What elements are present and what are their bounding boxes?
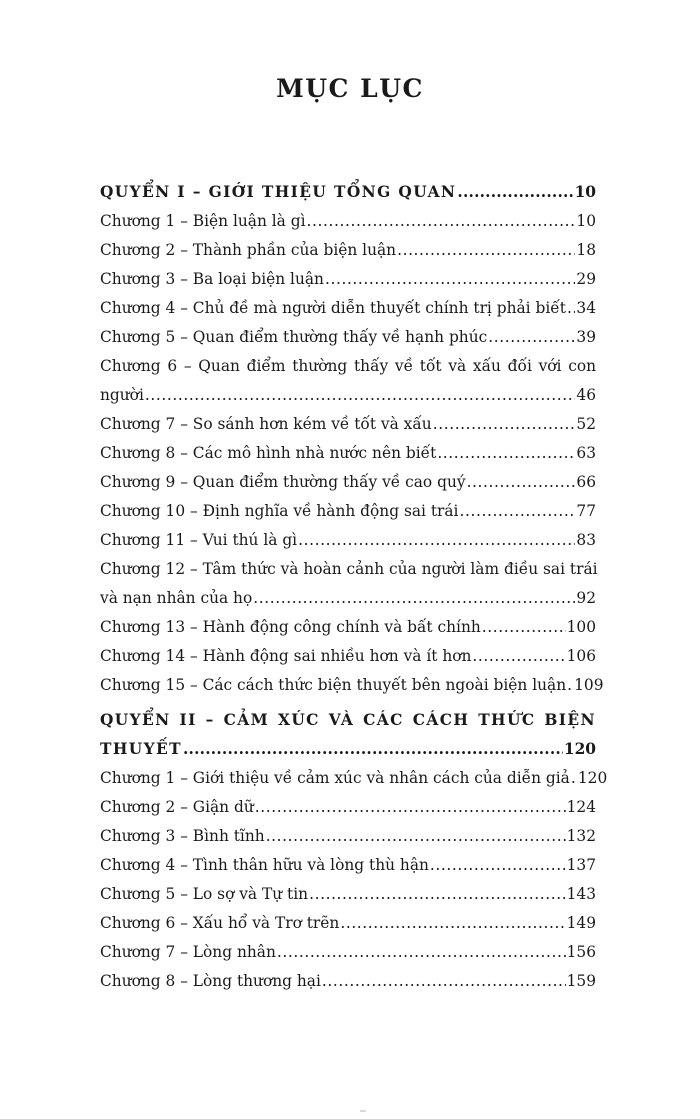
toc-entry-text: Chương 1 – Giới thiệu về cảm xúc và nhân cách của diễn giả bbox=[100, 769, 570, 787]
page-title: MỤC LỤC bbox=[276, 74, 424, 103]
toc-entry bbox=[100, 294, 596, 323]
toc-entry-line1 bbox=[100, 555, 596, 584]
leader-dots bbox=[459, 497, 575, 526]
toc-entry bbox=[100, 671, 604, 700]
leader-dots bbox=[472, 642, 565, 671]
toc-entry bbox=[100, 909, 596, 938]
toc-entry-text: Chương 5 – Quan điểm thường thấy về hạnh phúc bbox=[100, 328, 488, 346]
leader-dots bbox=[322, 967, 566, 996]
toc-entry-text: Chương 6 – Quan điểm thường thấy về tốt và xấu đối với con bbox=[100, 357, 596, 375]
toc-entry-text: và nạn nhân của họ bbox=[100, 589, 253, 607]
leader-dots bbox=[437, 439, 575, 468]
leader-dots bbox=[309, 880, 566, 909]
leader-dots bbox=[433, 410, 576, 439]
toc-entry bbox=[100, 497, 596, 526]
leader-dots bbox=[298, 526, 575, 555]
toc-page-number: 132 bbox=[566, 827, 596, 845]
leader-dots bbox=[325, 265, 575, 294]
toc-entry-text: Chương 11 – Vui thú là gì bbox=[100, 531, 298, 549]
toc-entry bbox=[100, 642, 596, 671]
toc-entry bbox=[100, 613, 596, 642]
toc-entry-text: Chương 8 – Lòng thương hại bbox=[100, 972, 321, 990]
toc-entry-text: Chương 13 – Hành động công chính và bất chính bbox=[100, 618, 481, 636]
toc-entry-text: người bbox=[100, 386, 144, 404]
toc-entry-text: Chương 3 – Ba loại biện luận bbox=[100, 270, 324, 288]
toc-page-number: 156 bbox=[566, 943, 596, 961]
toc-entry bbox=[100, 938, 596, 967]
toc-entry bbox=[100, 439, 596, 468]
toc-entry bbox=[100, 764, 608, 793]
leader-dots bbox=[145, 381, 576, 410]
toc-book-heading bbox=[100, 178, 596, 207]
toc-entry-text: Chương 4 – Chủ đề mà người diễn thuyết chính trị phải biết bbox=[100, 299, 566, 317]
toc-page-number: 137 bbox=[566, 856, 596, 874]
toc-entry bbox=[100, 526, 596, 555]
leader-dots bbox=[482, 613, 566, 642]
toc-entry bbox=[100, 822, 596, 851]
leader-dots bbox=[567, 294, 575, 323]
leader-dots bbox=[183, 735, 563, 764]
toc-page-number: 124 bbox=[566, 798, 596, 816]
toc-entry-text: Chương 7 – Lòng nhân bbox=[100, 943, 276, 961]
toc-heading-text: QUYỂN I – GIỚI THIỆU TỔNG QUAN bbox=[100, 183, 457, 201]
toc-entry-text: Chương 15 – Các cách thức biện thuyết bên ngoài biện luận bbox=[100, 676, 567, 694]
toc-entry-text: Chương 2 – Giận dữ bbox=[100, 798, 254, 816]
leader-dots bbox=[430, 851, 566, 880]
toc-book-2 bbox=[100, 706, 608, 996]
toc-entry bbox=[100, 967, 596, 996]
toc-entry-text: Chương 6 – Xấu hổ và Trơ trẽn bbox=[100, 914, 340, 932]
toc-page-number: 66 bbox=[576, 473, 596, 491]
leader-dots bbox=[467, 468, 576, 497]
leader-dots bbox=[277, 938, 566, 967]
toc-page-number: 100 bbox=[566, 618, 596, 636]
toc-entry-text: Chương 2 – Thành phần của biện luận bbox=[100, 241, 397, 259]
leader-dots bbox=[307, 207, 576, 236]
toc-page-number: 10 bbox=[576, 212, 596, 230]
toc-entry-text: Chương 3 – Bình tĩnh bbox=[100, 827, 265, 845]
toc-page-number: 77 bbox=[576, 502, 596, 520]
leader-dots bbox=[397, 236, 575, 265]
toc-entry bbox=[100, 793, 596, 822]
leader-dots bbox=[266, 822, 566, 851]
toc-entry-line1 bbox=[100, 352, 596, 381]
toc-entry bbox=[100, 265, 596, 294]
toc-book-heading-line1 bbox=[100, 706, 596, 735]
toc-page-number: 120 bbox=[577, 769, 608, 787]
toc-entry-text: Chương 1 – Biện luận là gì bbox=[100, 212, 306, 230]
leader-dots bbox=[457, 178, 573, 207]
toc-page-number: 52 bbox=[576, 415, 596, 433]
leader-dots bbox=[567, 671, 573, 700]
toc-heading-text: QUYỂN II – CẢM XÚC VÀ CÁC CÁCH THỨC BIỆN bbox=[100, 711, 596, 729]
toc-page-number: 143 bbox=[566, 885, 596, 903]
toc-page-number: 83 bbox=[576, 531, 596, 549]
toc-entry-text: Chương 7 – So sánh hơn kém về tốt và xấu bbox=[100, 415, 432, 433]
toc-entry-line2 bbox=[100, 381, 596, 410]
toc-entry bbox=[100, 880, 596, 909]
toc-entry-text: Chương 4 – Tình thân hữu và lòng thù hận bbox=[100, 856, 429, 874]
toc-entry-text: Chương 5 – Lo sợ và Tự tin bbox=[100, 885, 309, 903]
toc-entry-text: Chương 9 – Quan điểm thường thấy về cao quý bbox=[100, 473, 466, 491]
toc-page-number: 29 bbox=[576, 270, 596, 288]
toc-page-number: 149 bbox=[566, 914, 596, 932]
toc-page-number: 18 bbox=[576, 241, 596, 259]
toc-entry bbox=[100, 207, 596, 236]
toc-page-number: 92 bbox=[576, 589, 596, 607]
leader-dots bbox=[488, 323, 575, 352]
toc-entry bbox=[100, 236, 596, 265]
toc-page-number: 46 bbox=[576, 386, 596, 404]
leader-dots bbox=[340, 909, 565, 938]
scan-speck bbox=[360, 1110, 366, 1112]
toc-page-number: 39 bbox=[576, 328, 596, 346]
toc-heading-text: THUYẾT bbox=[100, 740, 182, 758]
toc-page-number: 109 bbox=[574, 676, 604, 694]
toc-book-heading-line2 bbox=[100, 735, 596, 764]
toc-page-number: 63 bbox=[576, 444, 596, 462]
toc-page-number: 34 bbox=[576, 299, 596, 317]
toc-entry-line2 bbox=[100, 584, 596, 613]
leader-dots bbox=[571, 764, 577, 793]
toc-entry bbox=[100, 323, 596, 352]
toc-page-number: 120 bbox=[563, 740, 596, 758]
leader-dots bbox=[255, 793, 566, 822]
toc-entry-text: Chương 14 – Hành động sai nhiều hơn và ít hơn bbox=[100, 647, 472, 665]
toc-book-1 bbox=[100, 178, 604, 700]
toc-entry-text: Chương 10 – Định nghĩa về hành động sai trái bbox=[100, 502, 459, 520]
toc-page-number: 10 bbox=[574, 183, 596, 201]
toc-page-number: 159 bbox=[566, 972, 596, 990]
toc-entry-text: Chương 8 – Các mô hình nhà nước nên biết bbox=[100, 444, 437, 462]
toc-entry bbox=[100, 468, 596, 497]
toc-entry bbox=[100, 851, 596, 880]
leader-dots bbox=[253, 584, 575, 613]
toc-entry bbox=[100, 410, 596, 439]
toc-page-number: 106 bbox=[566, 647, 596, 665]
toc-entry-text: Chương 12 – Tâm thức và hoàn cảnh của người làm điều sai trái bbox=[100, 560, 598, 578]
